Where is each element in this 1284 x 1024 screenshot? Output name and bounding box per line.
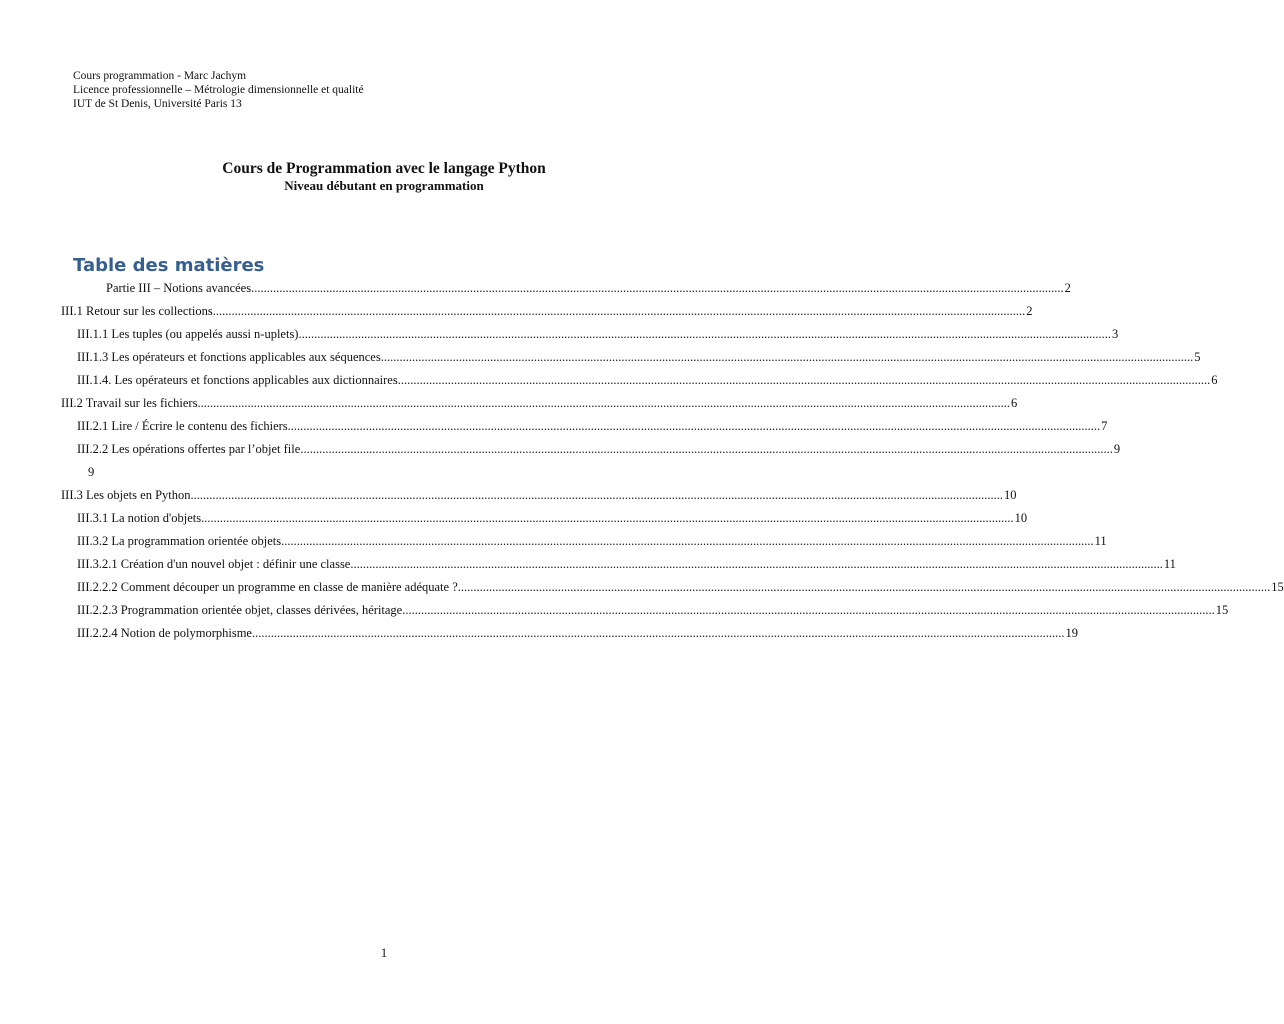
toc-entry[interactable] [77,578,1284,596]
toc-entry[interactable] [77,555,1176,573]
toc-leader-dots: .................................................................................................................................................................................................................................................................... [300,442,1113,456]
toc-entry[interactable] [77,601,1229,619]
toc-entry-page: 9 [1113,442,1121,456]
toc-entry-label: III.2.2.4 Notion de polymorphisme [77,626,252,640]
toc-entry-page: 3 [1111,327,1119,341]
toc-stray-page-number: 9 [88,465,95,479]
header-line-author: Cours programmation - Marc Jachym [73,70,247,82]
toc-leader-dots: .................................................................................................................................................................................................................................................................... [201,511,1014,525]
toc-entry-label: III.1.1 Les tuples (ou appelés aussi n-uplets) [77,327,299,341]
toc-entry-page: 2 [1064,281,1071,295]
toc-entry-page: 15 [1271,580,1284,594]
toc-leader-dots: .................................................................................................................................................................................................................................................................... [212,304,1026,318]
toc-leader-dots: .................................................................................................................................................................................................................................................................... [251,281,1064,295]
toc-entry-label: III.2.2.3 Programmation orientée objet, classes dérivées, héritage [77,603,403,617]
toc-entry-page: 19 [1065,626,1078,640]
toc-entry-label: III.2.1 Lire / Écrire le contenu des fichiers [77,419,288,433]
header-line-institution: IUT de St Denis, Université Paris 13 [73,98,242,110]
toc-entry[interactable] [77,532,1107,550]
toc-entry-label: III.2.2 Les opérations offertes par l’objet file [77,442,301,456]
toc-entry-page: 11 [1163,557,1176,571]
document-header [73,69,364,111]
toc-leader-dots: .................................................................................................................................................................................................................................................................... [287,419,1101,433]
toc-entry[interactable] [61,394,1018,412]
toc-entry-page: 11 [1094,534,1107,548]
toc-heading: Table des matières [73,255,265,276]
toc-leader-dots: .................................................................................................................................................................................................................................................................... [380,350,1194,364]
toc-entry-label: III.1 Retour sur les collections [61,304,213,318]
toc-leader-dots: .................................................................................................................................................................................................................................................................... [397,373,1211,387]
toc-leader-dots: .................................................................................................................................................................................................................................................................... [298,327,1111,341]
toc-entry-page: 10 [1004,488,1017,502]
toc-entry[interactable] [77,509,1028,527]
toc-leader-dots: .................................................................................................................................................................................................................................................................... [457,580,1271,594]
toc-entry[interactable] [77,371,1218,389]
toc-entry-label: III.2.2.2 Comment découper un programme en classe de manière adéquate ? [77,580,458,594]
toc-entry-label: III.1.3 Les opérateurs et fonctions applicables aux séquences [77,350,381,364]
header-line-program: Licence professionnelle – Métrologie dimensionnelle et qualité [73,84,364,96]
toc-entry-page: 10 [1014,511,1028,525]
toc-leader-dots: .................................................................................................................................................................................................................................................................... [190,488,1003,502]
toc-entry-label: III.1.4. Les opérateurs et fonctions applicables aux dictionnaires [77,373,398,387]
toc-leader-dots: .................................................................................................................................................................................................................................................................... [350,557,1163,571]
toc-entry-label: Partie III – Notions avancées [106,281,252,295]
toc-leader-dots: .................................................................................................................................................................................................................................................................... [251,626,1065,640]
toc-entry-label: III.2 Travail sur les fichiers [61,396,198,410]
toc-entry-page: 5 [1194,350,1201,364]
toc-entry[interactable] [77,624,1078,642]
toc-entry-label: III.3 Les objets en Python [61,488,191,502]
toc-entry-page: 2 [1026,304,1033,318]
toc-entry[interactable] [77,440,1121,458]
toc-entry[interactable] [106,279,1071,297]
toc-entry-label: III.3.2 La programmation orientée objets [77,534,282,548]
document-subtitle: Niveau débutant en programmation [284,178,484,193]
toc-entry-label: III.3.2.1 Création d'un nouvel objet : définir une classe [77,557,351,571]
toc-entry-page: 6 [1010,396,1018,410]
toc-leader-dots: .................................................................................................................................................................................................................................................................... [281,534,1094,548]
page-number: 1 [380,946,388,960]
document-title: Cours de Programmation avec le langage Python [222,160,546,177]
toc-entry[interactable] [61,302,1033,320]
toc-entry[interactable] [61,486,1017,504]
title-block [0,159,768,194]
toc-entry[interactable] [77,417,1108,435]
toc-entry-page: 7 [1101,419,1108,433]
toc-entry-page: 6 [1211,373,1218,387]
toc-entry-page: 15 [1215,603,1229,617]
toc-leader-dots: .................................................................................................................................................................................................................................................................... [402,603,1215,617]
toc-entry[interactable] [77,325,1119,343]
toc-entry-label: III.3.1 La notion d'objets [77,511,202,525]
toc-leader-dots: .................................................................................................................................................................................................................................................................... [197,396,1010,410]
toc-entry[interactable] [77,348,1201,366]
